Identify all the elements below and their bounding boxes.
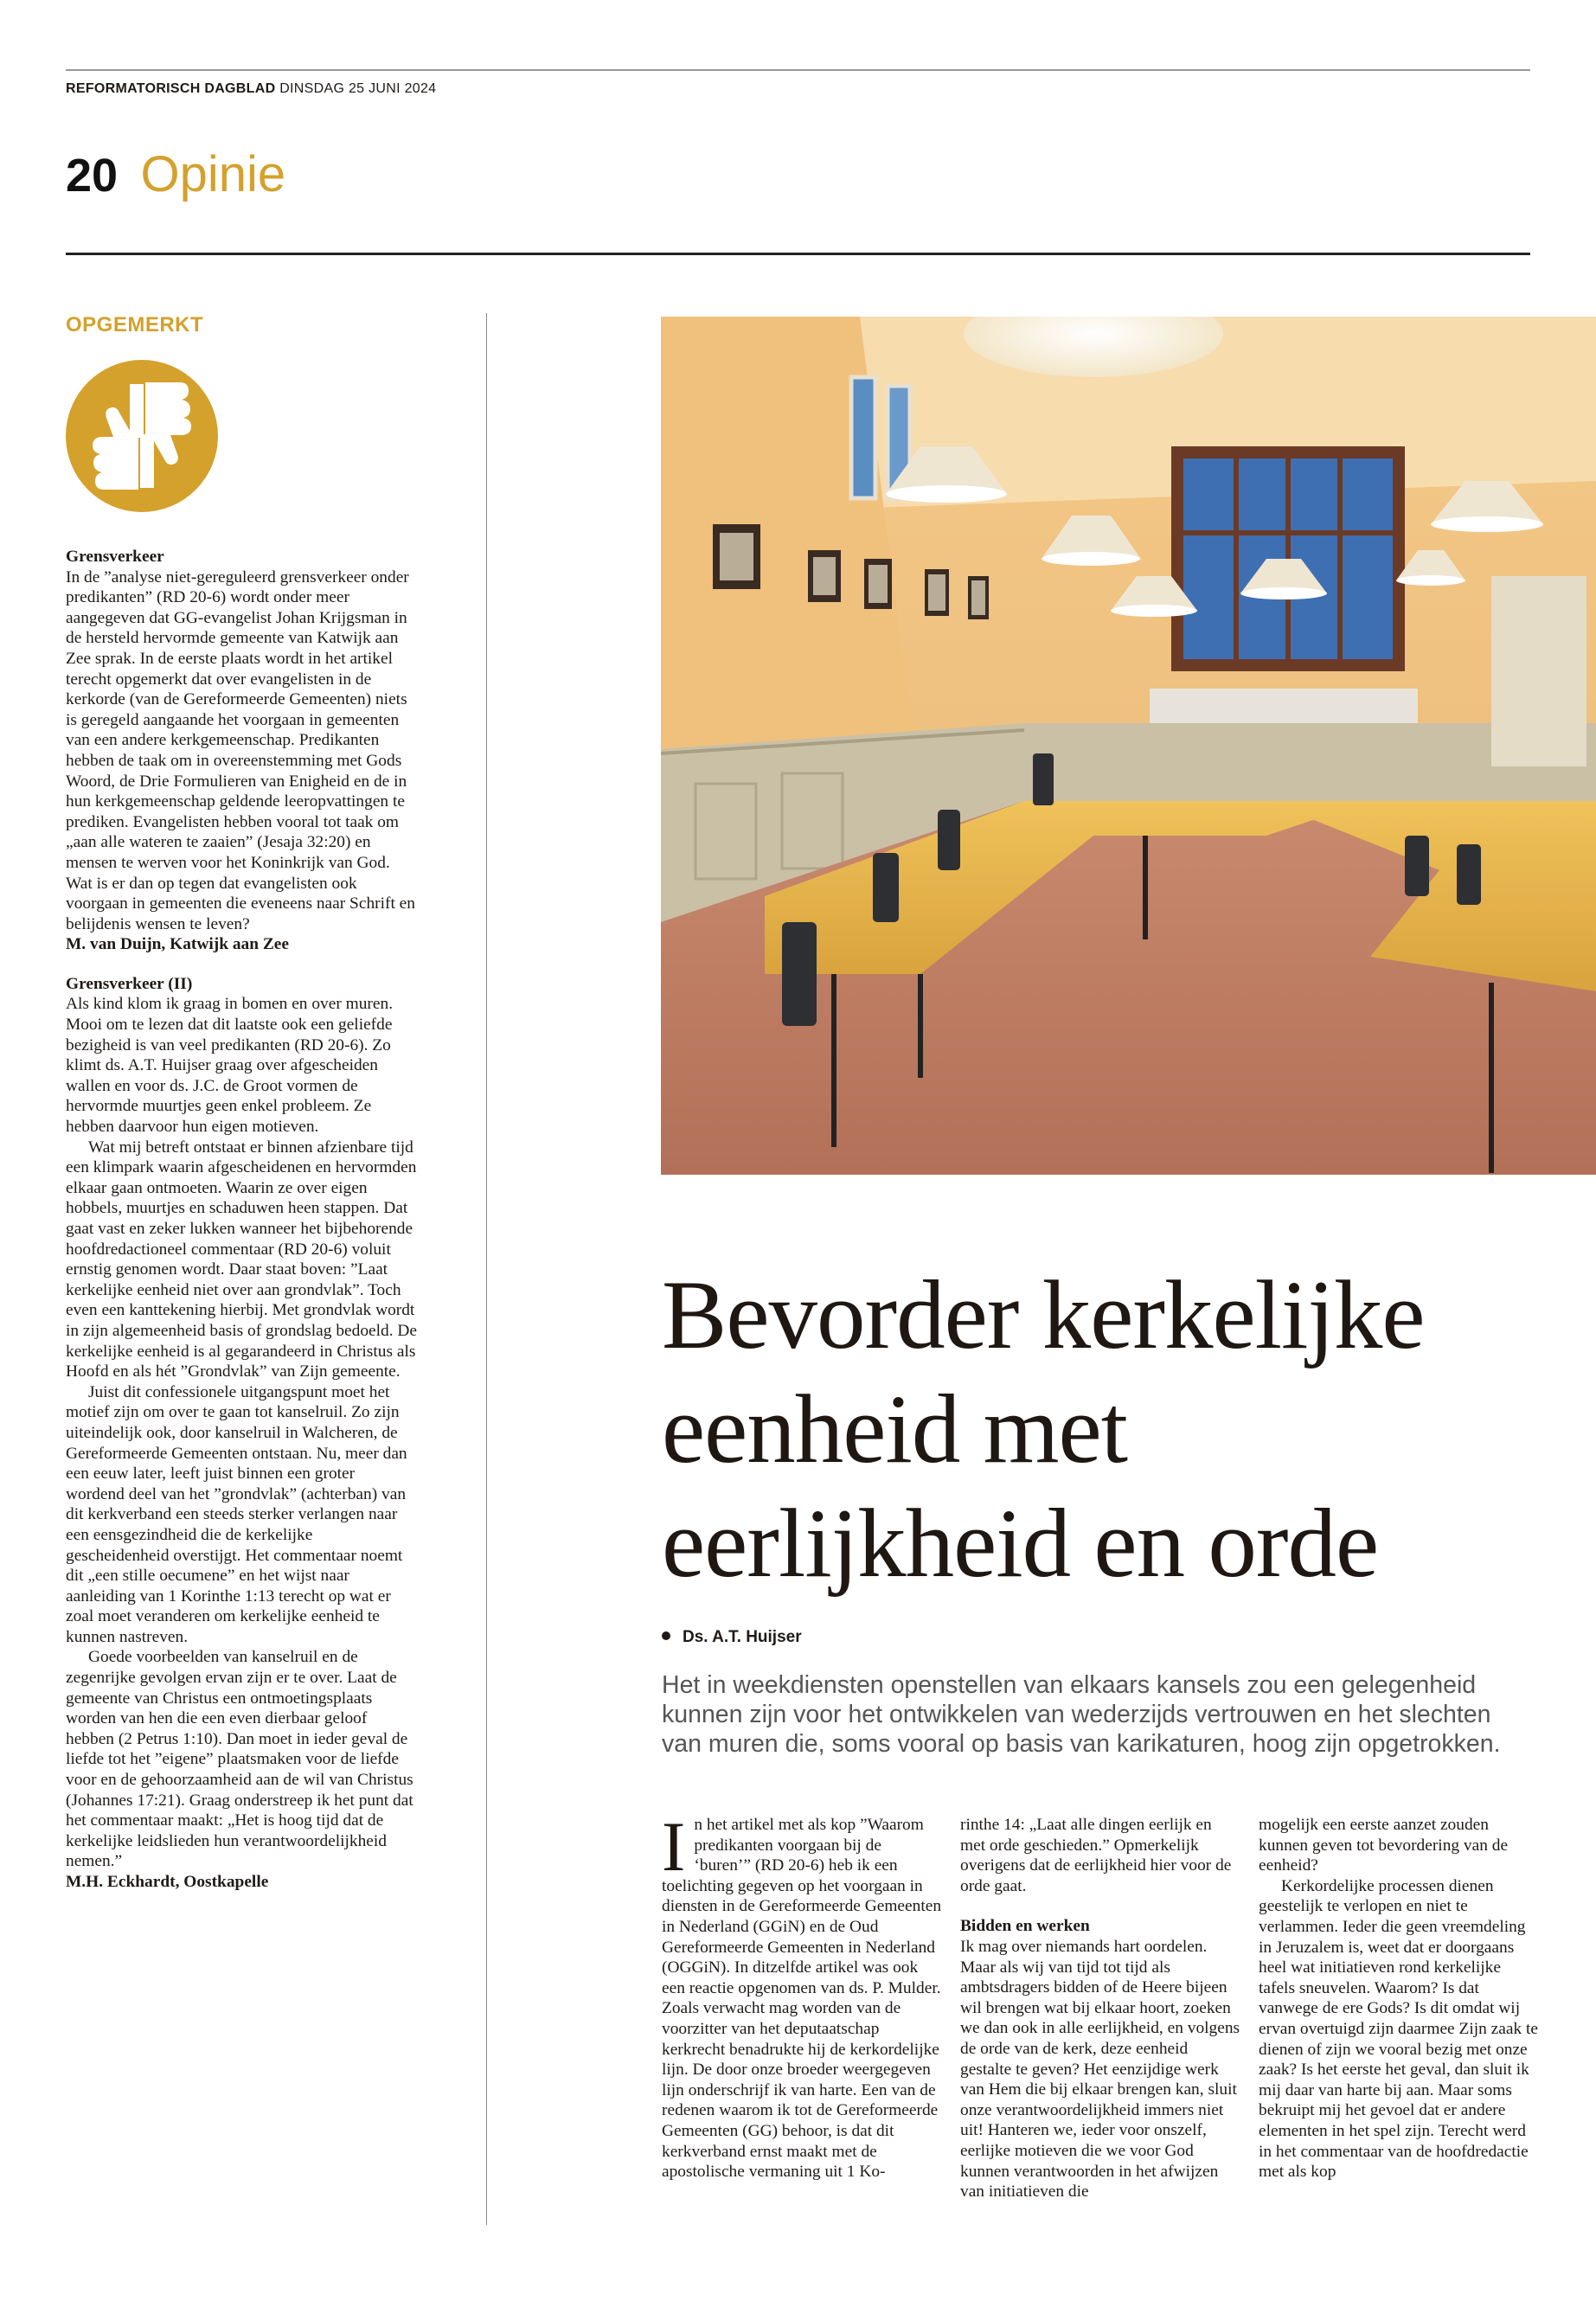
letter-signature: M. van Duijn, Katwijk aan Zee [66, 935, 290, 954]
article-subheading: Bidden en werken [960, 1917, 1090, 1936]
letter-paragraph: Wat mij betreft ontstaat er binnen afzienbare tijd een klimpark waarin afgescheidenen en hervormden elkaar gaan ontmoeten. Waarin ze over eigen hobbels, muurtjes en schaduwen heen stappen. Dat gaat vast en zeker lukken wanneer het bijbehorende hoofdredactioneel commentaar (RD 20-6) voluit ernstig genomen wordt. Daar staat boven: ”Laat kerkelijke eenheid niet over aan grondvlak”. Toch even een kanttekening hierbij. Met grondvlak wordt in zijn algemeenheid basis of grondslag bedoeld. De kerkelijke eenheid is al gegarandeerd in Christus als Hoofd en als hét ”Grondvlak” van Zijn gemeente. [66, 1138, 418, 1381]
meeting-room-photo [661, 317, 1596, 1175]
letter-paragraph: Als kind klom ik graag in bomen en over muren. Mooi om te lezen dat dit laatste ook een geliefde bezigheid is van veel predikanten (RD 20-6). Zo klimt ds. A.T. Huijser graag over afgescheiden wallen en voor ds. J.C. de Groot vormen de hervormde muurtjes geen enkel probleem. Ze hebben daarvoor hun eigen motieven. [66, 995, 394, 1137]
article-headline [662, 1259, 1535, 1601]
paper-name: REFORMATORISCH DAGBLAD [66, 81, 276, 96]
letter-paragraph: Juist dit confessionele uitgangspunt moet het motief zijn om over te gaan tot kanselruil. Zo zijn uiteindelijk ook, door kanselruil in Walcheren, de Gereformeerde Gemeenten ontstaan. Nu, meer dan een eeuw later, leeft juist binnen een groter wordend deel van het ”grondvlak” (achterban) van dit kerkverband een steeds sterker verlangen naar een eensgezindheid die de kerkelijke gescheidenheid overstijgt. Het commentaar noemt dit „een stille oecumene” en het wijst naar aanleiding van 1 Korinthe 1:13 terecht op wat er zoal moet veranderen om kerkelijke eenheid te kunnen nastreven. [66, 1382, 407, 1646]
page-header [66, 145, 285, 203]
letter-paragraph: In de ”analyse niet-gereguleerd grensverkeer onder predikanten” (RD 20-6) wordt onder meer aangegeven dat GG-evangelist Johan Krijgsman in de hersteld hervormde gemeente van Katwijk aan Zee sprak. In de eerste plaats wordt in het artikel terecht opgemerkt dat over evangelisten in de kerkorde (van de Gereformeerde Gemeenten) niets is geregeld aangaande het voorgaan in gemeenten van een andere kerkgemeenschap. Predikanten hebben de taak om in overeenstemming met Gods Woord, de Drie Formulieren van Enigheid en de in hun kerkgemeenschap geldende leeropvattingen te prediken. Evangelisten hebben vooral tot taak om „aan alle wateren te zaaien” (Jesaja 32:20) en mensen te werven voor het Koninkrijk van God. Wat is er dan op tegen dat evangelisten ook voorgaan in gemeenten die eveneens naar Schrift en belijdenis wensen te leven? [66, 567, 415, 933]
headline-line: Bevorder kerkelijke [662, 1261, 1425, 1369]
byline [662, 1628, 802, 1647]
page-number: 20 [66, 150, 119, 202]
article-column-1 [662, 1807, 942, 2182]
bullet-icon [662, 1631, 670, 1640]
article-paragraph: Ik mag over niemands hart oordelen. Maar als wij van tijd tot tijd als ambtsdragers bidden of de Heere bijeen wil brengen wat bij elkaar hoort, zoeken we dan ook in alle eerlijkheid, en volgens de orde van de kerk, deze eenheid gestalte te geven? Het eenzijdige werk van Hem die bij elkaar brengen kan, sluit onze verantwoordelijkheid immers niet uit! Hanteren we, ieder voor onszelf, eerlijke motieven die we voor God kunnen verantwoorden in het afwijzen van initiatieven die [960, 1937, 1240, 2202]
headline-line: eerlijkheid en orde [662, 1490, 1379, 1598]
article-paragraph: n het artikel met als kop ”Waarom predikanten voorgaan bij de ‘buren’” (RD 20-6) heb ik een toelichting gegeven op het voorgaan in diensten in de Gereformeerde Gemeenten in Nederland (GGiN) en de Oud Gereformeerde Gemeenten in Nederland (OGGiN). In ditzelfde artikel was ook een reactie opgenomen van ds. P. Mulder. Zoals verwacht mag worden van de voorzitter van het deputaatschap kerkrecht benadrukte hij de kerkordelijke lijn. De door onze broeder weergegeven lijn onderschrijf ik van harte. Een van de redenen waarom ik tot de Gereformeerde Gemeenten (GG) behoor, is dat dit kerkverband ernst maakt met de apostolische vermaning uit 1 Ko- [662, 1816, 942, 2182]
thumbs-up-down-icon [66, 360, 218, 512]
intro-line: Het in weekdiensten openstellen van elkaars kansels zou een gelegenheid [662, 1671, 1477, 1699]
author-name: Ds. A.T. Huijser [683, 1628, 802, 1646]
issue-date: DINSDAG 25 JUNI 2024 [279, 81, 437, 96]
intro-line: van muren die, soms vooral op basis van karikaturen, hoog zijn opgetrokken. [662, 1730, 1501, 1758]
letters-list [66, 547, 417, 1893]
article-intro [662, 1670, 1535, 1759]
sidebar-kicker: OPGEMERKT [66, 313, 204, 336]
opgemerkt-sidebar [66, 313, 417, 1893]
article-column-3 [1259, 1815, 1539, 2182]
letter-title: Grensverkeer (II) [66, 974, 193, 993]
header-rule [66, 253, 1530, 255]
letter-paragraph: Goede voorbeelden van kanselruil en de zegenrijke gevolgen ervan zijn er te over. Laat de gemeente van Christus een ontmoetingsplaats worden van hen die een even dierbaar geloof hebben (2 Petrus 1:10). Dan moet in ieder geval de liefde tot het ”eigene” plaatsmaken voor de liefde voor en de gehoorzaamheid aan de wil van Christus (Johannes 17:21). Graag onderstreep ik het punt dat het commentaar maakt: „Het is hoog tijd dat de kerkelijke leidslieden hun verantwoordelijkheid nemen.” [66, 1648, 413, 1871]
article-paragraph: rinthe 14: „Laat alle dingen eerlijk en met orde geschieden.” Opmerkelijk overigens dat de eerlijkheid hier voor de orde gaat. [960, 1816, 1232, 1895]
headline-line: eenheid met [662, 1375, 1128, 1484]
letter-signature: M.H. Eckhardt, Oostkapelle [66, 1873, 269, 1891]
letter-title: Grensverkeer [66, 548, 164, 566]
masthead [66, 81, 436, 97]
top-rule [66, 69, 1530, 71]
article-column-2 [960, 1815, 1240, 2202]
drop-cap: I [662, 1807, 686, 1886]
section-title: Opinie [140, 146, 286, 202]
intro-line: kunnen zijn voor het ontwikkelen van wederzijds vertrouwen en het slechten [662, 1701, 1491, 1728]
article-paragraph: mogelijk een eerste aanzet zouden kunnen geven tot bevordering van de eenheid? [1259, 1816, 1509, 1875]
article-paragraph: Kerkordelijke processen dienen geestelijk te verlopen en niet te verlammen. Ieder die geen vreemdeling in Jeruzalem is, weet dat er doorgaans heel wat initiatieven rond kerkelijke tafels sneuvelen. Waarom? Is dat vanwege de ere Gods? Is dit omdat wij ervan overtuigd zijn daarmee Zijn zaak te dienen of zijn we vooral bezig met onze zaak? Is het eerste het geval, dan sluit ik mij daar van harte bij aan. Maar soms bekruipt mij het gevoel dat er andere elementen in het spel zijn. Terecht werd in het commentaar van de hoofdredactie met als kop [1259, 1876, 1539, 2182]
column-divider [486, 313, 487, 2225]
